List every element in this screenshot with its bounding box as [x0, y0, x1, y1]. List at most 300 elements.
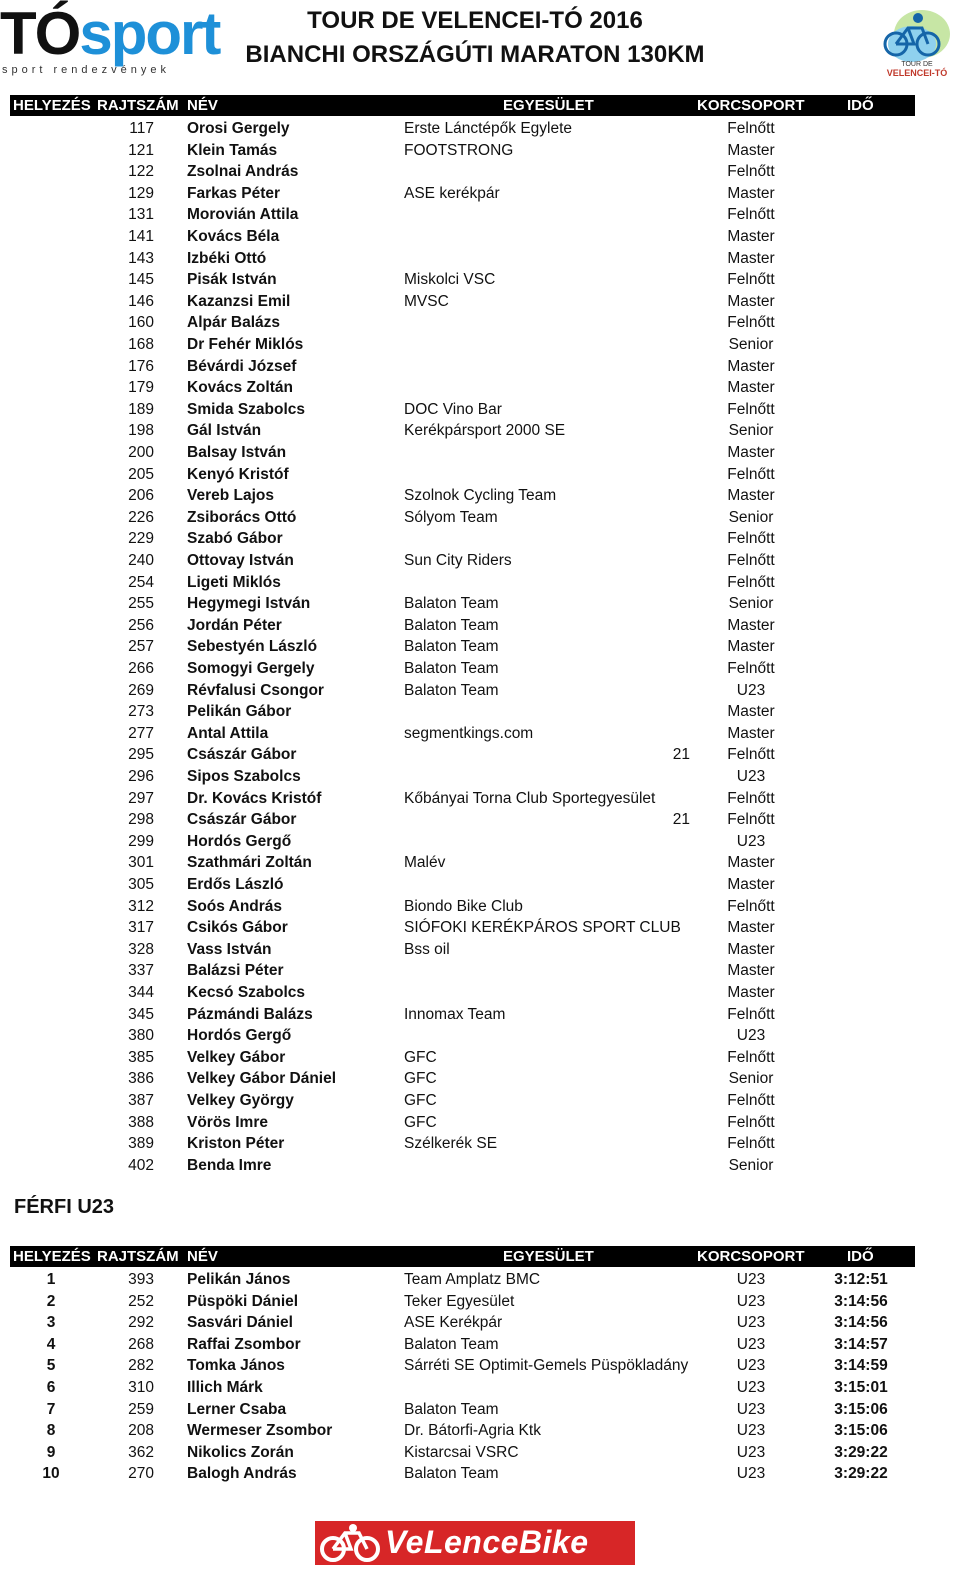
cell-position: 9 [46, 1443, 56, 1461]
cell-name: Nikolics Zorán [187, 1443, 294, 1461]
cell-category: Master [727, 616, 775, 634]
cell-name: Kriston Péter [187, 1135, 285, 1153]
cell-club: Balaton Team [404, 1400, 499, 1418]
cell-name: Sasvári Dániel [187, 1314, 293, 1332]
cell-name: Velkey Gábor Dániel [187, 1070, 337, 1088]
table-header [10, 95, 915, 116]
cell-name: Velkey Gábor [187, 1048, 286, 1066]
cell-category: Master [727, 638, 775, 656]
table-row [0, 572, 960, 594]
cell-category: Felnőtt [727, 1048, 775, 1066]
cell-time: 3:15:06 [834, 1400, 888, 1418]
velencebike-logo [315, 1521, 635, 1565]
table-row [0, 1047, 960, 1069]
cell-position: 3 [46, 1314, 56, 1332]
table-row [0, 1442, 960, 1464]
cell-name: Balázsi Péter [187, 962, 284, 980]
cell-name: Ottovay István [187, 552, 294, 569]
table-row [0, 658, 960, 680]
cell-bib-number: 292 [128, 1314, 154, 1332]
table-row [0, 744, 960, 766]
cell-name: Zsiborács Ottó [187, 508, 297, 526]
cell-category: Master [727, 703, 775, 721]
cell-club: Balaton Team [404, 616, 499, 634]
cell-bib-number: 189 [128, 400, 154, 418]
col-header-time: IDŐ [847, 97, 874, 114]
cell-category: U23 [736, 1271, 766, 1288]
cell-category: U23 [736, 1465, 766, 1483]
cell-category: U23 [736, 1335, 766, 1353]
cell-name: Jordán Péter [187, 616, 282, 634]
cell-bib-number: 389 [128, 1135, 154, 1153]
cell-name: Kecsó Szabolcs [187, 984, 306, 1001]
cell-time: 3:29:22 [834, 1465, 888, 1483]
cell-name: Vass István [187, 940, 272, 958]
cell-bib-number: 296 [128, 768, 154, 785]
cell-name: Izbéki Ottó [187, 249, 267, 267]
cell-name: Balsay István [187, 444, 287, 461]
cell-name: Ligeti Miklós [187, 573, 281, 591]
cell-name: Vörös Imre [187, 1113, 268, 1131]
table-row [0, 636, 960, 658]
cell-category: Felnőtt [727, 789, 775, 807]
table-row [0, 1004, 960, 1026]
cell-club: Szélkerék SE [404, 1135, 498, 1153]
cell-bib-number: 176 [128, 357, 154, 375]
table-row [0, 356, 960, 378]
table-row [0, 464, 960, 486]
table-row [0, 723, 960, 745]
cell-name: Illich Márk [187, 1379, 263, 1396]
cell-bib-number: 269 [128, 681, 154, 699]
col-header-club: EGYESÜLET [503, 1248, 594, 1265]
cell-category: Senior [728, 336, 774, 353]
cell-time: 3:14:57 [834, 1335, 888, 1353]
table-row [0, 701, 960, 723]
table-row [0, 291, 960, 313]
cell-name: Alpár Balázs [187, 314, 281, 332]
cell-category: U23 [736, 768, 766, 785]
cell-category: Master [727, 962, 775, 980]
cell-extra: 21 [672, 746, 690, 764]
cell-club: Dr. Bátorfi-Agria Ktk [404, 1422, 541, 1440]
title-line2: BIANCHI ORSZÁGÚTI MARATON 130KM [245, 41, 705, 68]
page-title [230, 4, 720, 72]
col-header-pos: HELYEZÉS [13, 1248, 91, 1265]
cell-club: Szolnok Cycling Team [404, 487, 557, 505]
cell-bib-number: 129 [128, 184, 154, 202]
cell-category: Felnőtt [727, 552, 775, 569]
cell-bib-number: 143 [128, 249, 154, 267]
table-row [0, 204, 960, 226]
cell-bib-number: 198 [128, 422, 154, 440]
cell-name: Antal Attila [187, 724, 269, 742]
cell-bib-number: 179 [128, 379, 154, 397]
cell-club: Erste Lánctépők Egylete [404, 120, 573, 137]
cell-bib-number: 259 [128, 1400, 154, 1418]
cell-position: 4 [46, 1335, 56, 1353]
cell-category: Felnőtt [727, 897, 775, 915]
cell-name: Gál István [187, 422, 262, 440]
table-row [0, 1463, 960, 1485]
cell-category: Master [727, 357, 775, 375]
cell-bib-number: 168 [128, 336, 154, 353]
table-row [0, 442, 960, 464]
cell-category: Felnőtt [727, 1113, 775, 1131]
cell-bib-number: 393 [128, 1271, 154, 1288]
cell-bib-number: 310 [128, 1379, 154, 1396]
table-row [0, 593, 960, 615]
table-row [0, 334, 960, 356]
title-line1: TOUR DE VELENCEI-TÓ 2016 [307, 7, 643, 34]
cell-club: Kőbányai Torna Club Sportegyesület [404, 789, 656, 807]
table-row [0, 118, 960, 140]
col-header-name: NÉV [187, 1248, 218, 1265]
cell-category: Felnőtt [727, 1092, 775, 1109]
cell-category: Senior [728, 422, 774, 440]
cell-name: Szathmári Zoltán [187, 854, 312, 872]
cell-club: Balaton Team [404, 595, 499, 613]
cell-category: Felnőtt [727, 1135, 775, 1153]
col-header-name: NÉV [187, 97, 218, 114]
cell-bib-number: 206 [128, 487, 154, 505]
cell-club: Bss oil [404, 940, 450, 958]
cell-category: U23 [736, 1027, 766, 1045]
cell-category: Master [727, 919, 775, 937]
cell-bib-number: 402 [128, 1156, 154, 1174]
cell-time: 3:29:22 [834, 1443, 888, 1461]
table-row [0, 1355, 960, 1377]
cell-category: U23 [736, 1292, 766, 1310]
cell-name: Pelikán Gábor [187, 703, 292, 721]
cell-bib-number: 295 [128, 746, 154, 764]
table-row [0, 788, 960, 810]
cell-bib-number: 317 [128, 919, 154, 937]
cell-name: Orosi Gergely [187, 120, 290, 137]
table-row [0, 312, 960, 334]
cell-name: Benda Imre [187, 1156, 272, 1174]
cell-name: Püspöki Dániel [187, 1292, 299, 1310]
cell-name: Sipos Szabolcs [187, 768, 301, 785]
cell-name: Kenyó Kristóf [187, 465, 289, 483]
cell-position: 7 [46, 1400, 56, 1418]
cell-bib-number: 205 [128, 465, 154, 483]
cell-category: Master [727, 141, 775, 159]
cell-club: Balaton Team [404, 681, 499, 699]
cell-club: ASE kerékpár [404, 184, 500, 202]
cell-category: Master [727, 444, 775, 461]
cell-extra: 21 [672, 811, 690, 829]
section-title-u23: FÉRFI U23 [14, 1196, 115, 1218]
cell-club: Kerékpársport 2000 SE [404, 422, 566, 440]
cell-name: Pisák István [187, 271, 277, 289]
cell-bib-number: 257 [128, 638, 154, 656]
footer-brand: VeLenceBike [385, 1524, 589, 1560]
table-row [0, 183, 960, 205]
cell-name: Erdős László [187, 876, 284, 893]
cell-bib-number: 385 [128, 1048, 154, 1066]
svg-text:VELENCEI-TÓ: VELENCEI-TÓ [886, 68, 948, 78]
cell-name: Hegymegi István [187, 595, 311, 613]
cell-category: Felnőtt [727, 1005, 775, 1023]
cell-bib-number: 299 [128, 832, 154, 850]
cell-bib-number: 270 [128, 1465, 154, 1483]
cell-bib-number: 297 [128, 789, 154, 807]
cell-name: Császár Gábor [187, 746, 297, 764]
table-row [0, 140, 960, 162]
cell-name: Zsolnai András [187, 163, 299, 181]
cell-bib-number: 298 [128, 811, 154, 829]
cell-club: Sárréti SE Optimit-Gemels Püspökladány [404, 1357, 689, 1375]
cell-name: Dr. Kovács Kristóf [187, 789, 322, 807]
cell-name: Kazanzsi Emil [187, 292, 291, 310]
cell-category: Senior [728, 1070, 774, 1088]
cell-bib-number: 254 [128, 573, 154, 591]
cell-bib-number: 256 [128, 616, 154, 634]
table-row [0, 1025, 960, 1047]
cell-bib-number: 131 [128, 206, 154, 224]
cell-bib-number: 268 [128, 1335, 154, 1353]
cell-time: 3:15:01 [834, 1379, 888, 1396]
cell-category: U23 [736, 1422, 766, 1440]
tour-logo [878, 4, 956, 80]
cell-club: Biondo Bike Club [404, 897, 523, 915]
table-row [0, 1312, 960, 1334]
cell-time: 3:14:56 [834, 1314, 888, 1332]
cell-club: Balaton Team [404, 660, 499, 677]
table-row [0, 766, 960, 788]
cell-name: Wermeser Zsombor [187, 1422, 333, 1440]
cell-bib-number: 282 [128, 1357, 154, 1375]
col-header-pos: HELYEZÉS [13, 97, 91, 114]
cell-bib-number: 160 [128, 314, 154, 332]
cell-club: GFC [404, 1048, 437, 1066]
cell-name: Pázmándi Balázs [187, 1005, 313, 1023]
cell-club: SIÓFOKI KERÉKPÁROS SPORT CLUB [404, 919, 681, 937]
cell-name: Hordós Gergő [187, 1027, 292, 1045]
table-row [0, 226, 960, 248]
table-row [0, 917, 960, 939]
logo-wordmark-to: TÓ [0, 0, 80, 67]
cell-bib-number: 362 [128, 1443, 154, 1461]
logo-wordmark [0, 2, 219, 66]
cell-category: Senior [728, 595, 774, 613]
cell-club: Teker Egyesület [404, 1292, 515, 1310]
cell-bib-number: 277 [128, 724, 154, 742]
cyclist-logo-icon [878, 4, 956, 80]
cell-club: Balaton Team [404, 638, 499, 656]
cell-category: Master [727, 876, 775, 893]
cell-position: 2 [46, 1292, 56, 1310]
cell-name: Szabó Gábor [187, 530, 283, 548]
table-row [0, 1377, 960, 1399]
cell-name: Dr Fehér Miklós [187, 336, 304, 353]
cell-bib-number: 200 [128, 444, 154, 461]
cell-name: Vereb Lajos [187, 487, 275, 505]
cell-bib-number: 387 [128, 1092, 154, 1109]
cell-bib-number: 273 [128, 703, 154, 721]
cell-position: 1 [46, 1271, 56, 1288]
cell-time: 3:14:56 [834, 1292, 888, 1310]
cell-position: 5 [46, 1357, 56, 1375]
table-row [0, 1155, 960, 1177]
cell-bib-number: 146 [128, 292, 154, 310]
cell-name: Bévárdi József [187, 357, 297, 375]
cell-club: Malév [404, 854, 446, 872]
cell-bib-number: 255 [128, 595, 154, 613]
cell-category: Felnőtt [727, 660, 775, 677]
cell-name: Pelikán János [187, 1271, 291, 1288]
cell-category: U23 [736, 1400, 766, 1418]
cell-club: MVSC [404, 292, 449, 310]
cell-category: Felnőtt [727, 163, 775, 181]
table-row [0, 1334, 960, 1356]
cell-category: Felnőtt [727, 811, 775, 829]
cell-category: Master [727, 984, 775, 1001]
cell-position: 10 [42, 1465, 60, 1483]
cell-category: U23 [736, 1314, 766, 1332]
cell-category: U23 [736, 1357, 766, 1375]
table-row [0, 874, 960, 896]
table-row [0, 615, 960, 637]
col-header-club: EGYESÜLET [503, 97, 594, 114]
cell-name: Hordós Gergő [187, 832, 292, 850]
table-row [0, 420, 960, 442]
cell-name: Kovács Béla [187, 228, 280, 245]
table-row [0, 1269, 960, 1291]
cell-club: Balaton Team [404, 1465, 499, 1483]
cell-time: 3:12:51 [834, 1271, 888, 1288]
cell-category: Master [727, 249, 775, 267]
cell-bib-number: 252 [128, 1292, 154, 1310]
cell-club: Miskolci VSC [404, 271, 496, 289]
cell-bib-number: 344 [128, 984, 154, 1001]
cell-category: Felnőtt [727, 465, 775, 483]
table-row [0, 852, 960, 874]
cell-category: Master [727, 379, 775, 397]
cell-category: Senior [728, 1156, 774, 1174]
cell-category: Master [727, 487, 775, 505]
cell-club: FOOTSTRONG [404, 141, 514, 159]
table-row [0, 809, 960, 831]
cell-category: Master [727, 854, 775, 872]
cell-bib-number: 301 [128, 854, 154, 872]
cell-club: GFC [404, 1070, 437, 1088]
cell-position: 8 [46, 1422, 56, 1440]
table-row [0, 377, 960, 399]
cell-name: Tomka János [187, 1357, 285, 1375]
table-row [0, 399, 960, 421]
table-row [0, 831, 960, 853]
cell-category: Felnőtt [727, 271, 775, 289]
col-header-cat: KORCSOPORT [697, 97, 805, 114]
cell-name: Sebestyén László [187, 638, 318, 656]
cell-bib-number: 117 [129, 120, 154, 137]
table-row [0, 550, 960, 572]
cell-bib-number: 122 [128, 163, 154, 181]
cell-bib-number: 386 [128, 1070, 154, 1088]
cell-category: U23 [736, 832, 766, 850]
cell-name: Morovián Attila [187, 206, 299, 224]
cell-bib-number: 266 [128, 660, 154, 677]
cell-bib-number: 305 [128, 876, 154, 893]
cell-name: Soós András [187, 897, 283, 915]
cell-bib-number: 380 [128, 1027, 154, 1045]
tosport-logo [0, 0, 220, 78]
table-row [0, 485, 960, 507]
cell-time: 3:14:59 [834, 1357, 888, 1375]
cell-category: Felnőtt [727, 573, 775, 591]
cell-category: Felnőtt [727, 314, 775, 332]
cell-name: Somogyi Gergely [187, 660, 315, 677]
cell-category: Master [727, 228, 775, 245]
cell-club: Innomax Team [404, 1005, 506, 1023]
cell-bib-number: 240 [128, 552, 154, 569]
logo-wordmark-sport: sport [79, 0, 220, 67]
col-header-num: RAJTSZÁM [97, 1248, 179, 1265]
cell-category: Felnőtt [727, 530, 775, 548]
cell-category: U23 [736, 1379, 766, 1396]
table-row [0, 507, 960, 529]
cell-category: Master [727, 184, 775, 202]
cell-club: DOC Vino Bar [404, 400, 502, 418]
cell-name: Velkey György [187, 1092, 294, 1109]
cell-bib-number: 226 [128, 508, 154, 526]
cell-name: Révfalusi Csongor [187, 681, 324, 699]
table-row [0, 982, 960, 1004]
cell-bib-number: 388 [128, 1113, 154, 1131]
table-row [0, 939, 960, 961]
logo-tagline: sport rendezvények [2, 64, 170, 76]
cell-bib-number: 337 [128, 962, 154, 980]
bike-icon [319, 1523, 381, 1563]
cell-category: Master [727, 724, 775, 742]
table-row [0, 161, 960, 183]
col-header-cat: KORCSOPORT [697, 1248, 805, 1265]
cell-name: Raffai Zsombor [187, 1335, 301, 1353]
table-row [0, 960, 960, 982]
cell-category: Felnőtt [727, 206, 775, 224]
cell-category: Senior [728, 508, 774, 526]
cell-club: Balaton Team [404, 1335, 499, 1353]
cell-bib-number: 328 [128, 940, 154, 958]
table-row [0, 1133, 960, 1155]
cell-category: Felnőtt [727, 400, 775, 418]
cell-club: Kistarcsai VSRC [404, 1443, 519, 1461]
cell-category: Master [727, 292, 775, 310]
cell-club: Sun City Riders [404, 552, 512, 569]
cell-name: Lerner Csaba [187, 1400, 287, 1418]
cell-club: Team Amplatz BMC [404, 1271, 541, 1288]
cell-club: segmentkings.com [404, 724, 534, 742]
cell-category: Master [727, 940, 775, 958]
table-row [0, 528, 960, 550]
cell-category: U23 [736, 1443, 766, 1461]
cell-name: Császár Gábor [187, 811, 297, 829]
cell-name: Farkas Péter [187, 184, 281, 202]
cell-bib-number: 121 [128, 141, 154, 159]
cell-name: Csikós Gábor [187, 919, 288, 937]
cell-bib-number: 312 [128, 897, 154, 915]
table-row [0, 248, 960, 270]
cell-time: 3:15:06 [834, 1422, 888, 1440]
cell-category: Felnőtt [727, 120, 775, 137]
cell-bib-number: 141 [128, 228, 154, 245]
cell-name: Smida Szabolcs [187, 400, 306, 418]
table-row [0, 680, 960, 702]
cell-bib-number: 345 [128, 1005, 154, 1023]
cell-club: GFC [404, 1113, 437, 1131]
